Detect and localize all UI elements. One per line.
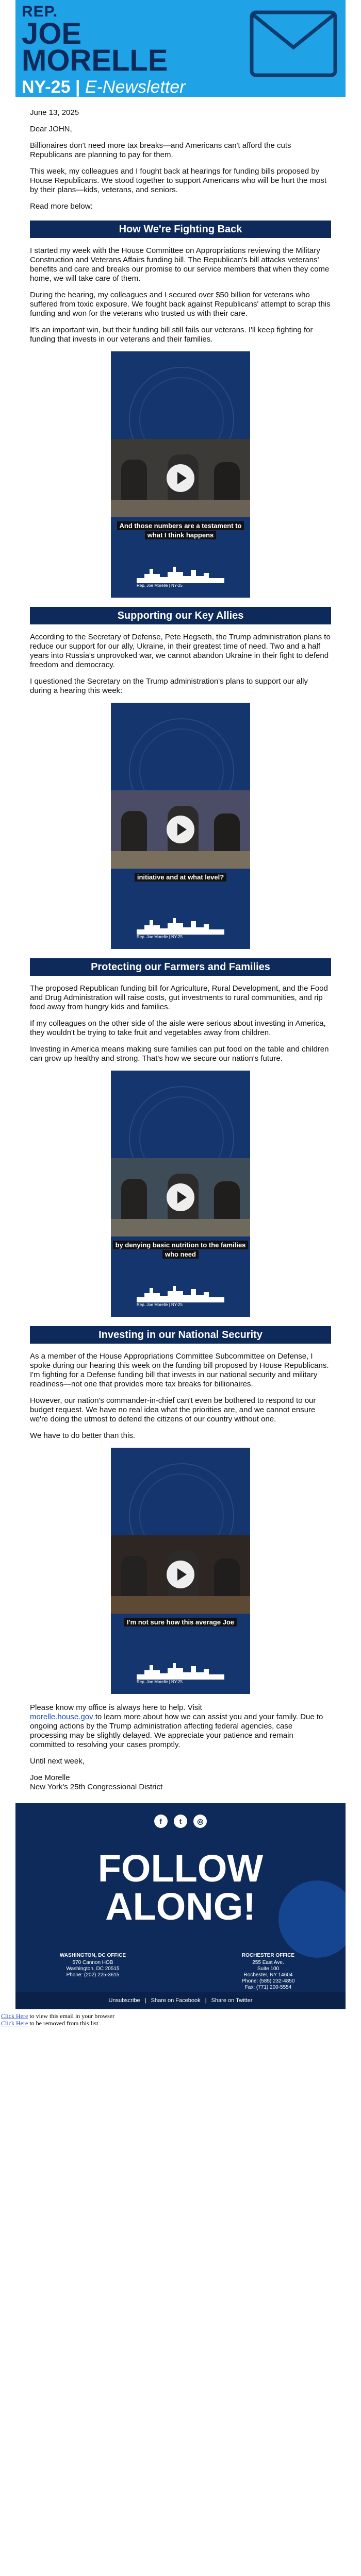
skyline-logo-icon <box>137 914 224 935</box>
section-paragraph: The proposed Republican funding bill for Agriculture, Rural Development, and the Food and Drug Administration will raise costs, gut investments to rural communities, and rip food away from hungry kids and families. <box>30 984 328 1011</box>
skyline-logo-icon <box>137 1659 224 1680</box>
play-icon[interactable] <box>167 464 194 492</box>
share-facebook-link[interactable]: Share on Facebook <box>151 1997 201 2004</box>
video-brand: Rep. Joe Morelle | NY-25 <box>137 1680 183 1684</box>
office-line: Fax: (771) 200-5554 <box>244 1985 292 1990</box>
follow-line-2: ALONG! <box>105 1885 256 1928</box>
section-paragraph: We have to do better than this. <box>30 1431 136 1440</box>
newsletter-label: E-Newsletter <box>85 77 186 97</box>
footer-separator: | <box>144 1997 146 2004</box>
remove-from-list <box>1 2020 360 2027</box>
video-brand: Rep. Joe Morelle | NY-25 <box>137 1302 183 1307</box>
remove-text: to be removed from this list <box>29 2020 99 2027</box>
intro-paragraph: Read more below: <box>30 202 93 211</box>
view-in-browser-link[interactable]: Click Here <box>1 2012 28 2020</box>
skyline-logo-icon <box>137 1282 224 1302</box>
video-thumbnail[interactable] <box>111 1071 250 1317</box>
rep-name-last: MORELLE <box>22 44 168 77</box>
instagram-icon[interactable]: ◎ <box>193 1815 207 1828</box>
play-icon[interactable] <box>167 1561 194 1588</box>
video-brand: Rep. Joe Morelle | NY-25 <box>137 935 183 939</box>
office-line: Washington, DC 20515 <box>66 1966 120 1972</box>
signature-name: Joe Morelle <box>30 1773 70 1782</box>
view-in-browser-text: to view this email in your browser <box>29 2012 114 2020</box>
intro-paragraph: Billionaires don't need more tax breaks—and Americans can't afford the cuts Republicans are planning to pay for them. <box>30 141 291 159</box>
unsubscribe-link[interactable]: Unsubscribe <box>108 1997 140 2004</box>
video-brand: Rep. Joe Morelle | NY-25 <box>137 583 183 588</box>
closing-text-before: Please know my office is always here to help. Visit <box>30 1703 202 1712</box>
legal-links <box>0 2009 361 2027</box>
footer-links <box>15 1992 346 2009</box>
header-banner <box>15 0 346 97</box>
rochester-office <box>211 1953 325 1991</box>
section-paragraph: However, our nation's commander-in-chief can't even be bothered to respond to our budget request. We have no real idea what the priorities are, and we cannot ensure we're doing the utmost to defend the citizens of our country without one. <box>30 1396 316 1423</box>
email-body <box>15 97 346 1792</box>
congress-seal-icon <box>278 1880 346 1958</box>
footer <box>15 1803 346 2009</box>
video-thumbnail[interactable] <box>111 1448 250 1694</box>
office-title: WASHINGTON, DC OFFICE <box>59 1953 126 1958</box>
rep-name <box>22 17 168 77</box>
section-paragraph: I questioned the Secretary on the Trump administration's plans to support our ally during a hearing this week: <box>30 677 308 695</box>
website-link[interactable]: morelle.house.gov <box>30 1713 93 1721</box>
section-paragraph: Investing in America means making sure families can put food on the table and children can grow up healthy and strong. That's how we secure our nation's future. <box>30 1045 329 1063</box>
office-line: Suite 100 <box>257 1966 280 1972</box>
section-paragraph: It's an important win, but their funding bill still fails our veterans. I'll keep fighting for funding that invests in our veterans and their families. <box>30 326 313 344</box>
video-thumbnail[interactable] <box>111 351 250 598</box>
facebook-icon[interactable]: f <box>154 1815 168 1828</box>
section-paragraph: If my colleagues on the other side of the aisle were serious about investing in America, they wouldn't be trying to take fruit and vegetables away from children. <box>30 1019 326 1037</box>
section-heading: Supporting our Key Allies <box>30 607 331 624</box>
section-paragraph: During the hearing, my colleagues and I secured over $50 billion for veterans who suffered from toxic exposure. We fought back against Republicans' attempt to scrap this funding and won for the veterans who trusted us with their care. <box>30 291 331 318</box>
section-paragraph: As a member of the House Appropriations Committee Subcommittee on Defense, I spoke during our hearing this week on the funding bill proposed by House Republicans. I'm fighting for a Defense funding bill that invests in our national security and military readiness—not one that provides more tax breaks for billionaires. <box>30 1352 329 1388</box>
email-date: June 13, 2025 <box>30 108 79 117</box>
video-caption: initiative and at what level? <box>111 873 250 882</box>
section-heading: How We're Fighting Back <box>30 221 331 238</box>
closing-signoff: Until next week, <box>30 1757 85 1766</box>
section-heading: Investing in our National Security <box>30 1326 331 1344</box>
greeting: Dear JOHN, <box>30 125 72 133</box>
video-caption: And those numbers are a testament to what I think happens <box>111 521 250 540</box>
follow-line-1: FOLLOW <box>97 1847 264 1890</box>
video-caption: by denying basic nutrition to the families who need <box>111 1241 250 1259</box>
twitter-icon[interactable]: t <box>174 1815 187 1828</box>
footer-separator: | <box>205 1997 207 2004</box>
section-paragraph: I started my week with the House Committee on Appropriations reviewing the Military Construction and Veterans Affairs funding bill. The Republican's bill attacks veterans' benefits and care and breaks our promise to our service members that when they come home, we will take care of them. <box>30 246 330 283</box>
rep-label: REP. <box>22 3 58 20</box>
envelope-icon <box>250 10 337 77</box>
closing-paragraph <box>30 1703 331 1750</box>
office-line: Rochester, NY 14604 <box>243 1972 293 1978</box>
remove-link[interactable]: Click Here <box>1 2020 28 2027</box>
play-icon[interactable] <box>167 1183 194 1211</box>
signature-district: New York's 25th Congressional District <box>30 1783 163 1791</box>
video-thumbnail[interactable] <box>111 703 250 949</box>
skyline-logo-icon <box>137 563 224 583</box>
subtitle-separator: | <box>75 77 80 97</box>
newsletter-subtitle <box>22 77 186 97</box>
office-line: 570 Cannon HOB <box>72 1960 113 1965</box>
social-links <box>15 1815 346 1828</box>
section-heading: Protecting our Farmers and Families <box>30 958 331 976</box>
share-twitter-link[interactable]: Share on Twitter <box>211 1997 253 2004</box>
office-line: 255 East Ave. <box>252 1960 284 1965</box>
signature <box>30 1773 331 1792</box>
rep-name-first: JOE <box>22 17 82 50</box>
view-in-browser <box>1 2012 360 2020</box>
play-icon[interactable] <box>167 816 194 843</box>
closing-text-after: to learn more about how we can assist you and your family. Due to ongoing actions by the Trump administration affecting federal agencies, case processing may be slightly delayed. We appreciate your patience and remain committed to resolving your cases promptly. <box>30 1713 323 1749</box>
newsletter <box>15 0 346 2009</box>
video-caption: I'm not sure how this average Joe <box>111 1618 250 1627</box>
office-line: Phone: (202) 225-3615 <box>66 1972 120 1978</box>
intro-paragraph: This week, my colleagues and I fought back at hearings for funding bills proposed by House Republicans. We stood together to support Americans who will be hurt the most by their plans—kids, veterans, and seniors. <box>30 167 327 194</box>
office-line: Phone: (585) 232-4850 <box>241 1978 295 1984</box>
dc-office <box>36 1953 150 1978</box>
office-title: ROCHESTER OFFICE <box>241 1953 295 1958</box>
section-paragraph: According to the Secretary of Defense, Pete Hegseth, the Trump administration plans to reduce our support for our ally, Ukraine, in their greatest time of need. Two and a half years into Russia's unprovoked war, we cannot abandon Ukraine in their fight to defend freedom and democracy. <box>30 633 331 669</box>
district-label: NY-25 <box>22 77 71 97</box>
